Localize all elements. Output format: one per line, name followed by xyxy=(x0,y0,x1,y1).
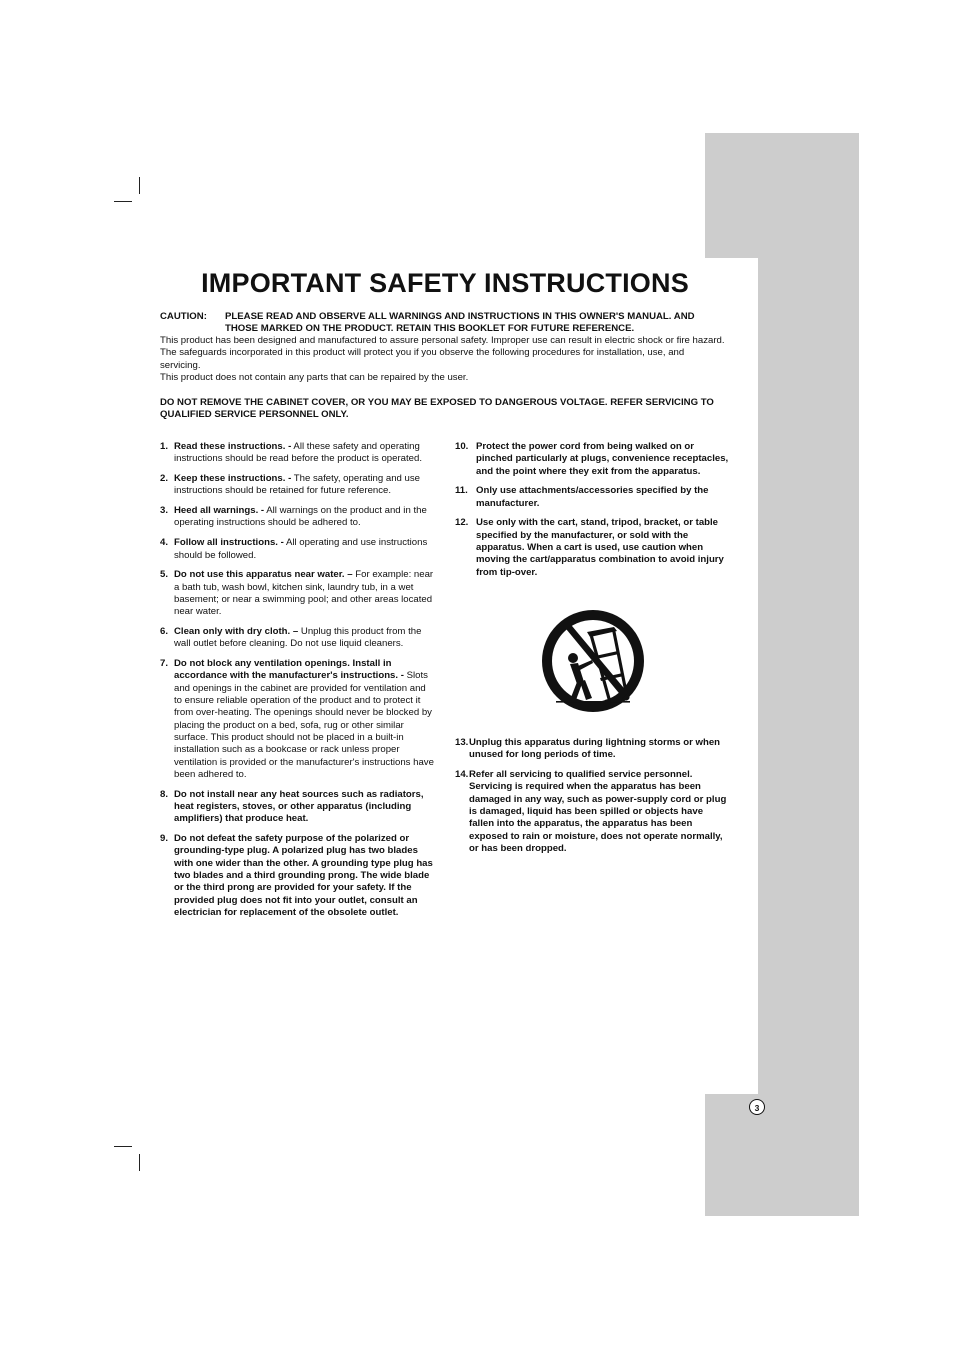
page-title: IMPORTANT SAFETY INSTRUCTIONS xyxy=(201,268,689,298)
item-number: 6. xyxy=(160,626,169,638)
item-heading: Keep these instructions. - xyxy=(174,473,292,485)
item-heading: Unplug this apparatus during lightning storms or when unused for long periods of time. xyxy=(469,737,721,761)
intro-paragraph: This product does not contain any parts that can be repaired by the user. xyxy=(160,371,469,383)
instruction-item xyxy=(160,441,436,466)
item-number: 12. xyxy=(455,517,469,529)
item-heading: Do not block any ventilation openings. Install in accordance with the manufacturer's instructions. - xyxy=(174,658,404,682)
item-body: All warnings on the product and in the operating instructions should be adhered to. xyxy=(174,505,427,529)
page-number: 3 xyxy=(749,1099,765,1115)
item-heading: Use only with the cart, stand, tripod, bracket, or table specified by the manufacturer, or sold with the apparatus. When a cart is used, use caution when moving the cart/apparatus combination to avoid injury from tip-over. xyxy=(476,517,724,578)
crop-mark xyxy=(114,201,132,202)
item-body: Unplug this product from the wall outlet before cleaning. Do not use liquid cleaners. xyxy=(174,626,422,650)
item-heading: Protect the power cord from being walked on or pinched particularly at plugs, convenience receptacles, and the point where they exit from the apparatus. xyxy=(476,441,729,477)
item-number: 5. xyxy=(160,569,169,581)
page-tab-top xyxy=(705,133,859,258)
voltage-warning: DO NOT REMOVE THE CABINET COVER, OR YOU MAY BE EXPOSED TO DANGEROUS VOLTAGE. REFER SERVICING TO QUALIFIED SERVICE PERSONNEL ONLY. xyxy=(160,397,714,421)
cart-tip-over-warning-icon xyxy=(540,608,646,714)
item-number: 14. xyxy=(455,769,469,781)
instruction-item xyxy=(160,658,436,781)
page-tab-strip xyxy=(758,258,859,1094)
instruction-item xyxy=(160,537,436,562)
instruction-item xyxy=(160,789,436,826)
item-number: 13. xyxy=(455,737,469,748)
item-heading: Read these instructions. - xyxy=(174,441,292,452)
caution-notice xyxy=(160,311,730,336)
instruction-item xyxy=(455,737,729,762)
instruction-item xyxy=(160,569,436,618)
item-heading: Follow all instructions. - xyxy=(174,537,284,549)
item-body: For example: near a bath tub, wash bowl, kitchen sink, laundry tub, in a wet basement; or near a swimming pool; and other areas located near water. xyxy=(174,569,434,618)
instruction-item xyxy=(455,769,729,855)
instruction-item xyxy=(455,485,729,510)
item-heading: Do not use this apparatus near water. – xyxy=(174,569,353,581)
item-number: 9. xyxy=(160,833,169,845)
intro-text xyxy=(160,335,725,384)
caution-label: CAUTION: xyxy=(160,311,207,322)
item-heading: Do not defeat the safety purpose of the polarized or grounding-type plug. A polarized plug has two blades with one wider than the other. A grounding type plug has two blades and a third grounding prong. The wide blade or the third prong are provided for your safety. If the provided plug does not fit into your outlet, consult an electrician for replacement of the obsolete outlet. xyxy=(174,833,433,918)
item-number: 10. xyxy=(455,441,469,452)
item-number: 11. xyxy=(455,485,468,497)
instruction-item xyxy=(455,441,729,478)
crop-mark xyxy=(139,1154,140,1171)
item-body: All operating and use instructions should be followed. xyxy=(174,537,428,561)
crop-mark xyxy=(114,1146,132,1147)
instruction-item xyxy=(455,517,729,578)
instructions-column-left xyxy=(160,441,436,927)
instructions-column-right xyxy=(455,441,729,586)
item-heading: Heed all warnings. - xyxy=(174,505,265,517)
instruction-item xyxy=(160,626,436,651)
item-heading: Refer all servicing to qualified service personnel. Servicing is required when the apparatus has been damaged in any way, such as power-supply cord or plug is damaged, liquid has been spilled or objects have fallen into the apparatus, the apparatus has been exposed to rain or moisture, does not operate normally, or has been dropped. xyxy=(469,769,727,854)
item-number: 3. xyxy=(160,505,169,517)
instructions-column-right-lower xyxy=(455,737,729,863)
item-heading: Do not install near any heat sources such as radiators, heat registers, stoves, or other apparatus (including amplifiers) that produce heat. xyxy=(174,788,424,825)
item-body: The safety, operating and use instructions should be retained for future reference. xyxy=(174,473,420,497)
item-body: All these safety and operating instructions should be read before the product is operated. xyxy=(174,441,422,465)
item-number: 7. xyxy=(160,658,169,670)
caution-text: PLEASE READ AND OBSERVE ALL WARNINGS AND INSTRUCTIONS IN THIS OWNER'S MANUAL. AND THOSE MARKED ON THE PRODUCT. RETAIN THIS BOOKLET FOR FUTURE REFERENCE. xyxy=(225,311,695,335)
intro-paragraph: This product has been designed and manufactured to assure personal safety. Improper use can result in electric shock or fire hazard. The safeguards incorporated in this product will protect you if you observe the following procedures for installation, use, and servicing. xyxy=(160,335,725,371)
instruction-item xyxy=(160,473,436,498)
instruction-item xyxy=(160,505,436,530)
page-tab-bottom xyxy=(705,1094,859,1216)
crop-mark xyxy=(139,177,140,194)
item-number: 4. xyxy=(160,537,169,549)
item-number: 8. xyxy=(160,788,169,800)
item-heading: Only use attachments/accessories specified by the manufacturer. xyxy=(476,485,709,509)
item-heading: Clean only with dry cloth. – xyxy=(174,626,299,638)
instruction-item xyxy=(160,833,436,919)
item-number: 2. xyxy=(160,473,169,485)
item-body: Slots and openings in the cabinet are provided for ventilation and to ensure reliable operation of the product and to protect it from over-heating. The openings should never be blocked by placing the product on a bed, sofa, rug or other similar surface. This product should not be placed in a built-in installation such as a bookcase or rack unless proper ventilation is provided or the manufacturer's instructions have been adhered to. xyxy=(174,670,434,780)
item-number: 1. xyxy=(160,441,169,452)
